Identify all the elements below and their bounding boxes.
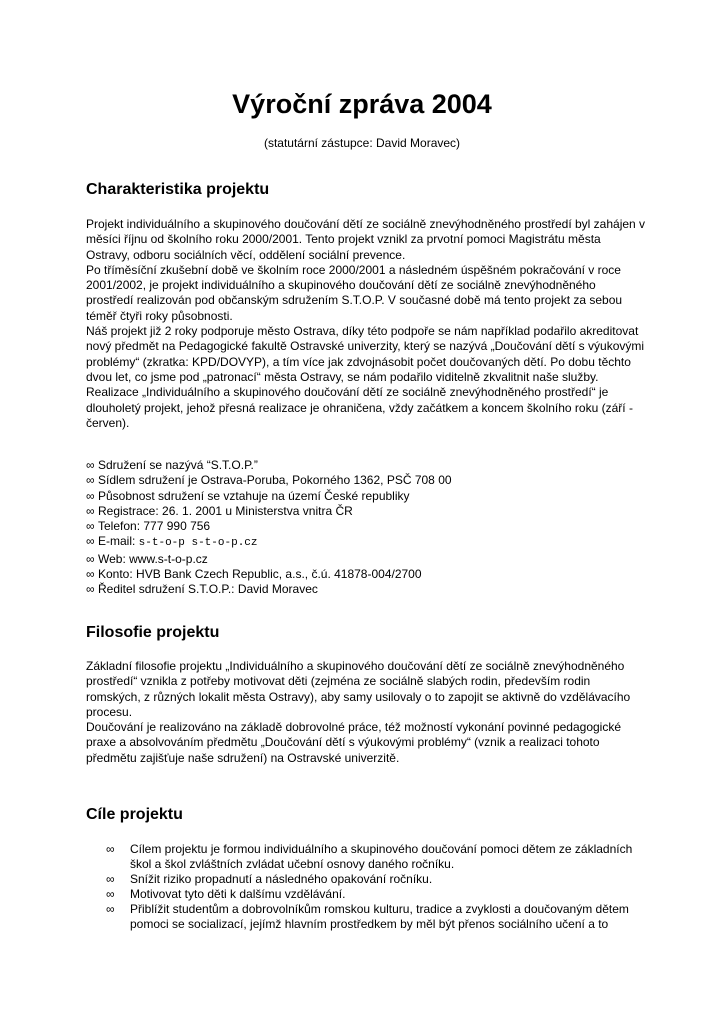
document-title: Výroční zpráva 2004: [232, 89, 492, 119]
list-item: ∞ Konto: HVB Bank Czech Republic, a.s., č.ú. 41878-004/2700: [86, 567, 422, 582]
list-item-email: ∞ E-mail: s-t-o-p s-t-o-p.cz: [86, 534, 258, 550]
list-item: ∞ Snížit riziko propadnutí a následného opakování ročníku.: [106, 872, 433, 886]
infinity-bullet-icon: ∞: [86, 567, 95, 582]
philosophy-text: [86, 659, 646, 766]
infinity-bullet-icon: ∞: [86, 534, 95, 549]
infinity-bullet-icon: ∞: [86, 582, 95, 597]
list-item: ∞ Telefon: 777 990 756: [86, 519, 211, 534]
infinity-bullet-icon: ∞: [86, 488, 95, 503]
heading-philosophy: Filosofie projektu: [86, 624, 220, 641]
heading-characteristics: Charakteristika projektu: [86, 181, 270, 198]
goals-list: [106, 842, 646, 932]
characteristics-text: [86, 217, 646, 431]
heading-goals: Cíle projektu: [86, 806, 183, 823]
paragraph: Projekt individuálního a skupinového doučování dětí ze sociálně znevýhodněného prostředí byl zahájen v měsíci říjnu od školního roku 2000/2001. Tento projekt vznikl za prvotní pomoci Magistrátu města Ostravy, odboru sociálních věcí, oddělení sociální prevence.: [86, 217, 646, 262]
list-item: ∞ Sdružení se nazývá “S.T.O.P.”: [86, 458, 258, 472]
infinity-bullet-icon: ∞: [86, 519, 95, 534]
list-item: ∞ Přiblížit studentům a dobrovolníkům romskou kulturu, tradice a zvyklosti a doučovaným dětem pomoci se socializací, jejímž hlavním prostředkem by měl být přenos sociálního učení a to: [106, 902, 629, 931]
list-item-web: ∞ Web: www.s-t-o-p.cz: [86, 551, 208, 566]
list-item: ∞ Ředitel sdružení S.T.O.P.: David Moravec: [86, 582, 318, 597]
paragraph: Doučování je realizováno na základě dobrovolné práce, též možností vykonání povinné pedagogické praxe a absolvováním předmětu „Doučování dětí s výukovými problémy“ (vznik a realizaci tohoto předmětu zajišťuje naše sdružení) na Ostravské univerzitě.: [86, 720, 622, 765]
association-info-list: [86, 458, 646, 598]
infinity-bullet-icon: ∞: [106, 842, 115, 856]
paragraph: Realizace „Individuálního a skupinového doučování dětí ze sociálně znevýhodněného prostředí“ je dlouholetý projekt, jehož přesná realizace je ohraničena, vždy začátkem a koncem školního roku (září - červen).: [86, 385, 633, 430]
infinity-bullet-icon: ∞: [106, 872, 115, 886]
document-subtitle: (statutární zástupce: David Moravec): [263, 136, 461, 150]
infinity-bullet-icon: ∞: [86, 551, 95, 566]
list-item: ∞ Registrace: 26. 1. 2001 u Ministerstva vnitra ČR: [86, 503, 353, 518]
infinity-bullet-icon: ∞: [106, 902, 115, 916]
infinity-bullet-icon: ∞: [86, 503, 95, 518]
infinity-bullet-icon: ∞: [86, 458, 95, 472]
paragraph: Po tříměsíční zkušební době ve školním roce 2000/2001 a následném úspěšném pokračování v roce 2001/2002, je projekt individuálního a skupinového doučování dětí ze sociálně znevýhodněného prostředí realizován pod občanským sdružením S.T.O.P. V současné době má tento projekt za sebou téměř čtyři roky působnosti.: [86, 262, 623, 323]
infinity-bullet-icon: ∞: [86, 473, 95, 488]
email-link[interactable]: s-t-o-p s-t-o-p.cz: [138, 537, 258, 550]
paragraph: Náš projekt již 2 roky podporuje město Ostrava, díky této podpoře se nám například podařilo akreditovat nový předmět na Pedagogické fakultě Ostravské univerzity, který se nazývá „Doučování dětí s výukovými problémy“ (zkratka: KPD/DOVYP), a tím více jak zdvojnásobit počet doučovaných dětí. Po dobu těchto dvou let, co jsme pod „patronací“ města Ostravy, se nám podařilo viditelně zkvalitnit naše služby.: [86, 324, 645, 384]
list-item: ∞ Motivovat tyto děti k dalšímu vzdělávání.: [106, 887, 346, 901]
list-item: ∞ Působnost sdružení se vztahuje na území České republiky: [86, 488, 410, 503]
paragraph: Základní filosofie projektu „Individuálního a skupinového doučování dětí ze sociálně znevýhodněného prostředí“ vznikla z potřeby motivovat děti (zejména ze sociálně slabých rodin, především rodin romských, z různých lokalit města Ostravy), aby samy usilovaly o to zapojit se aktivně do vzdělávacího procesu.: [86, 659, 631, 719]
list-item: ∞ Sídlem sdružení je Ostrava-Poruba, Pokorného 1362, PSČ 708 00: [86, 473, 452, 488]
list-item: ∞ Cílem projektu je formou individuálního a skupinového doučování pomoci dětem ze základních škol a škol zvláštních zvládat učební osnovy daného ročníku.: [106, 842, 633, 871]
infinity-bullet-icon: ∞: [106, 887, 115, 901]
